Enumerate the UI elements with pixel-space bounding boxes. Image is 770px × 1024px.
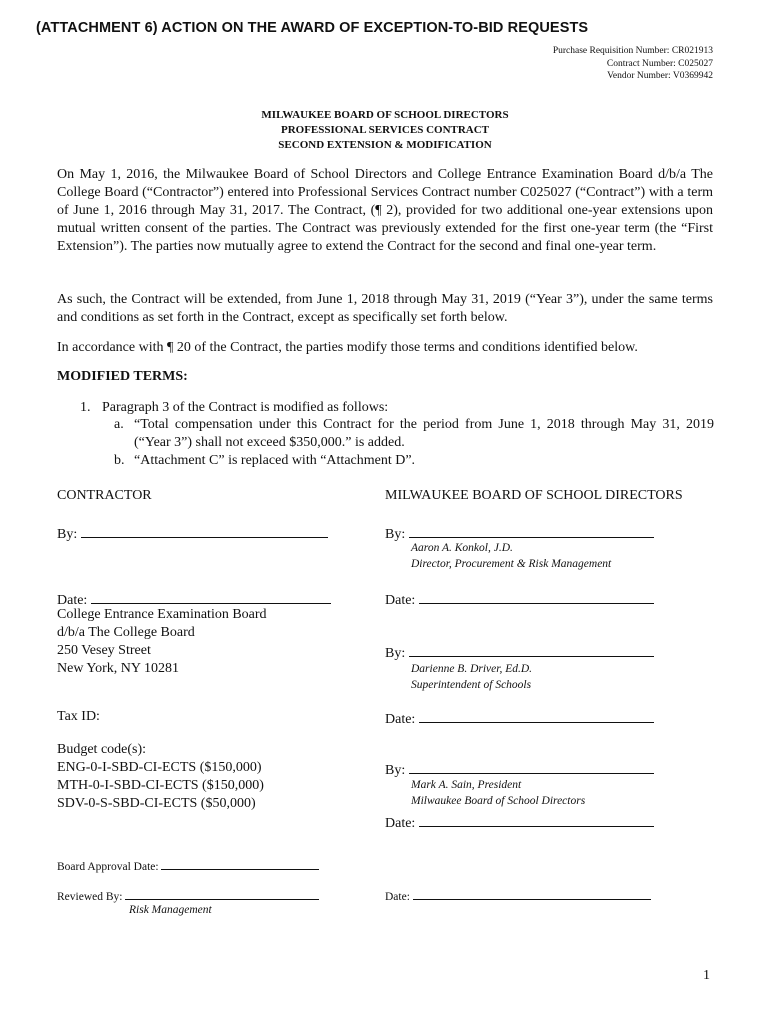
date-label: Date: <box>385 712 416 727</box>
modification-paragraph: In accordance with ¶ 20 of the Contract, the parties modify those terms and conditions identified below. <box>57 340 638 355</box>
address-line: New York, NY 10281 <box>57 661 179 676</box>
board-approval-label: Board Approval Date: <box>57 861 159 873</box>
signature-blank[interactable] <box>81 523 328 538</box>
reviewed-by-label: Reviewed By: <box>57 891 123 903</box>
by-label: By: <box>385 763 406 778</box>
budget-code: ENG-0-I-SBD-CI-ECTS ($150,000) <box>57 760 262 775</box>
date-blank[interactable] <box>91 589 331 604</box>
board-heading: MILWAUKEE BOARD OF SCHOOL DIRECTORS <box>385 488 683 503</box>
list-marker: b. <box>114 453 125 468</box>
procurement-date-line[interactable] <box>385 589 654 610</box>
by-label: By: <box>385 527 406 542</box>
review-date-line[interactable] <box>385 888 651 903</box>
list-marker: 1. <box>80 400 91 415</box>
page-number: 1 <box>703 968 710 983</box>
date-label: Date: <box>385 816 416 831</box>
contract-number: Contract Number: C025027 <box>606 58 713 69</box>
list-item-text: “Total compensation under this Contract for the period from June 1, 2018 through May 31, 2019 (“Year 3”) shall not exceed $350,000.” is added. <box>134 417 714 450</box>
title-extension: SECOND EXTENSION & MODIFICATION <box>278 139 492 151</box>
date-blank[interactable] <box>419 708 654 723</box>
contractor-signature-line[interactable] <box>57 523 328 544</box>
signer-name: Aaron A. Konkol, J.D. <box>411 542 513 554</box>
signer-title: Milwaukee Board of School Directors <box>411 795 586 807</box>
by-label: By: <box>57 527 78 542</box>
document-titles <box>0 108 770 153</box>
reviewed-by-line[interactable] <box>57 888 319 903</box>
signer-name: Darienne B. Driver, Ed.D. <box>411 663 533 675</box>
signature-blank[interactable] <box>409 759 654 774</box>
budget-codes-label: Budget code(s): <box>57 742 147 757</box>
intro-paragraph: On May 1, 2016, the Milwaukee Board of School Directors and College Entrance Examination Board d/b/a The College Board (“Contractor”) entered into Professional Services Contract number C025027 (“Contract”) with a term of June 1, 2016 through May 31, 2017. The Contract, (¶ 2), provided for two additional one-year extensions upon mutual written consent of the parties. The Contract was previously extended for the first one-year term (the “First Extension”). The parties now mutually agree to extend the Contract for the second and final one-year term. <box>57 167 713 254</box>
title-contract-type: PROFESSIONAL SERVICES CONTRACT <box>280 124 490 136</box>
signature-blank[interactable] <box>409 642 654 657</box>
date-label: Date: <box>57 593 88 608</box>
budget-code: MTH-0-I-SBD-CI-ECTS ($150,000) <box>57 778 264 793</box>
signer-title: Superintendent of Schools <box>411 679 532 691</box>
budget-codes <box>57 741 264 813</box>
modified-terms-heading: MODIFIED TERMS: <box>57 369 188 384</box>
superintendent-signature-line[interactable] <box>385 642 654 663</box>
reference-numbers <box>553 45 713 83</box>
tax-id-label: Tax ID: <box>57 709 100 724</box>
address-line: College Entrance Examination Board <box>57 607 267 622</box>
attachment-title: (ATTACHMENT 6) ACTION ON THE AWARD OF EXCEPTION-TO-BID REQUESTS <box>36 20 589 36</box>
list-item-text: Paragraph 3 of the Contract is modified as follows: <box>102 400 389 415</box>
title-board: MILWAUKEE BOARD OF SCHOOL DIRECTORS <box>261 109 509 121</box>
date-label: Date: <box>385 593 416 608</box>
president-date-line[interactable] <box>385 812 654 833</box>
signature-blank[interactable] <box>409 523 654 538</box>
date-label: Date: <box>385 891 410 903</box>
board-approval-date-line[interactable] <box>57 858 319 873</box>
signer-name: Mark A. Sain, President <box>411 779 522 791</box>
superintendent-date-line[interactable] <box>385 708 654 729</box>
signer-title: Director, Procurement & Risk Management <box>411 558 612 570</box>
signer-block <box>411 777 585 809</box>
budget-code: SDV-0-S-SBD-CI-ECTS ($50,000) <box>57 796 256 811</box>
board-approval-blank[interactable] <box>161 858 319 870</box>
signer-block <box>411 540 611 572</box>
address-line: d/b/a The College Board <box>57 625 195 640</box>
list-marker: a. <box>114 417 124 432</box>
by-label: By: <box>385 646 406 661</box>
contractor-heading: CONTRACTOR <box>57 488 152 503</box>
vendor-number: Vendor Number: V0369942 <box>607 71 713 81</box>
date-blank[interactable] <box>419 589 654 604</box>
signer-block <box>411 661 532 693</box>
risk-management-caption: Risk Management <box>129 904 212 916</box>
review-date-blank[interactable] <box>413 888 651 900</box>
list-item-text: “Attachment C” is replaced with “Attachment D”. <box>134 453 416 468</box>
contractor-address <box>57 606 267 678</box>
address-line: 250 Vesey Street <box>57 643 151 658</box>
reviewed-by-blank[interactable] <box>125 888 319 900</box>
date-blank[interactable] <box>419 812 654 827</box>
extension-paragraph: As such, the Contract will be extended, from June 1, 2018 through May 31, 2019 (“Year 3”), under the same terms and conditions as set forth in the Contract, except as specifically set forth below. <box>57 292 713 325</box>
purchase-requisition-number: Purchase Requisition Number: CR021913 <box>552 46 713 56</box>
